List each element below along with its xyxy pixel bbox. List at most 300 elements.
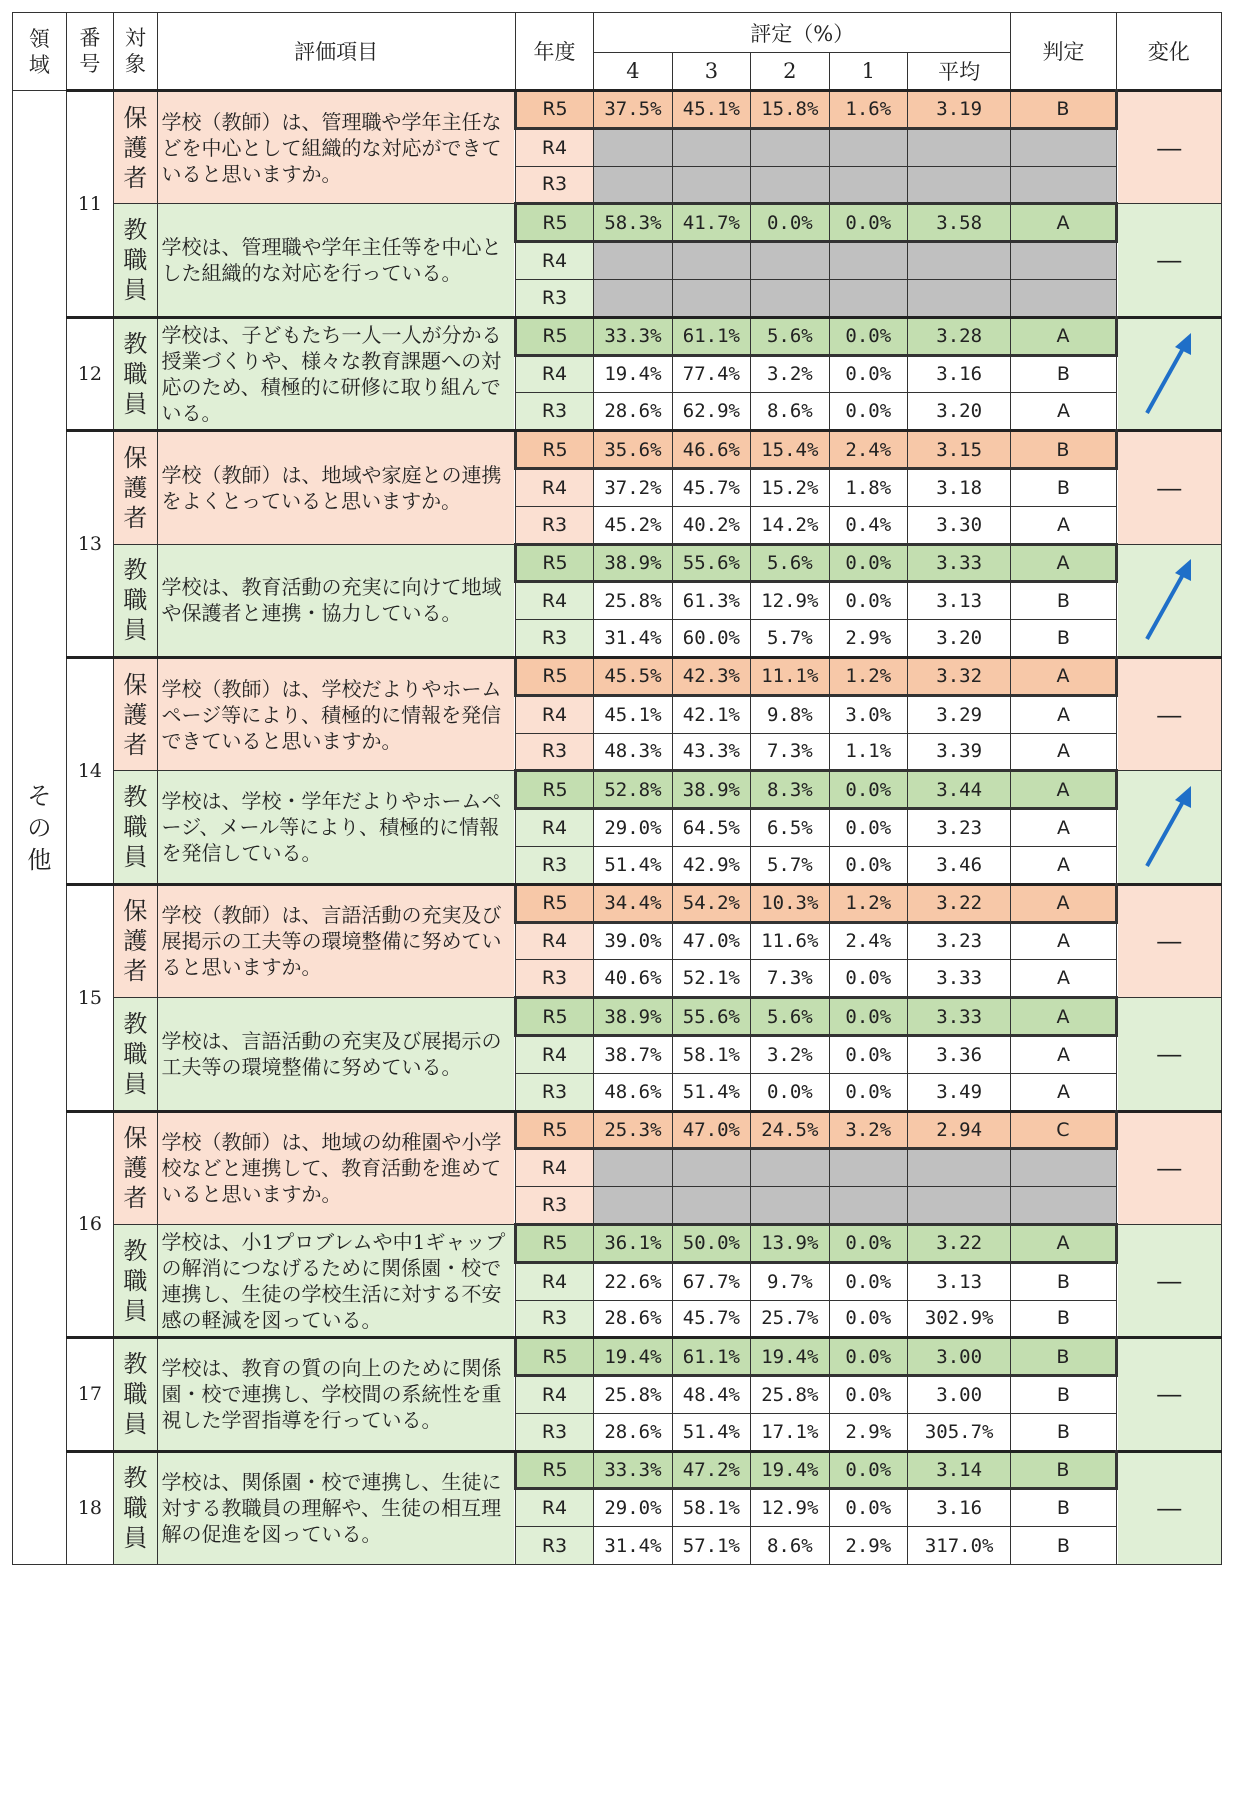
evaluation-item-text: 学校（教師）は、管理職や学年主任などを中心として組織的な対応ができていると思いますか。 <box>157 91 515 204</box>
rating-cell-1: 0.0% <box>829 1262 907 1300</box>
na-cell <box>908 128 1011 166</box>
rating-cell-3: 55.6% <box>672 544 750 582</box>
judge-cell: B <box>1011 1376 1116 1414</box>
rating-cell-1: 3.2% <box>829 1111 907 1149</box>
rating-cell-4: 25.8% <box>594 1376 672 1414</box>
rating-cell-1: 0.0% <box>829 393 907 431</box>
table-body <box>13 91 1222 1565</box>
up-arrow-icon <box>1116 317 1221 430</box>
na-cell <box>751 1187 829 1225</box>
year-cell: R3 <box>515 960 593 998</box>
target-label-text: 保護者 <box>123 897 148 986</box>
rating-cell-3: 42.9% <box>672 846 750 884</box>
rating-cell-2: 15.8% <box>751 91 829 129</box>
table-row <box>13 1338 1222 1376</box>
rating-cell-1: 0.0% <box>829 1073 907 1111</box>
na-cell <box>594 279 672 317</box>
average-cell: 317.0% <box>908 1527 1011 1565</box>
rating-cell-2: 19.4% <box>751 1338 829 1376</box>
judge-cell: B <box>1011 1300 1116 1338</box>
na-cell <box>1011 166 1116 204</box>
target-label <box>114 1111 157 1224</box>
average-cell: 3.39 <box>908 733 1011 771</box>
table-row <box>13 771 1222 809</box>
year-cell: R3 <box>515 620 593 658</box>
na-cell <box>594 242 672 280</box>
year-cell: R3 <box>515 166 593 204</box>
year-cell: R5 <box>515 771 593 809</box>
rating-cell-3: 51.4% <box>672 1073 750 1111</box>
judge-cell: B <box>1011 1338 1116 1376</box>
rating-cell-4: 22.6% <box>594 1262 672 1300</box>
target-label-text: 教職員 <box>123 556 148 645</box>
rating-cell-1: 0.0% <box>829 1489 907 1527</box>
target-label <box>114 204 157 317</box>
rating-cell-2: 25.7% <box>751 1300 829 1338</box>
rating-cell-2: 25.8% <box>751 1376 829 1414</box>
rating-cell-2: 15.4% <box>751 431 829 469</box>
header-col-avg: 平均 <box>908 53 1011 91</box>
change-dash: ― <box>1116 884 1221 997</box>
year-cell: R4 <box>515 242 593 280</box>
na-cell <box>829 242 907 280</box>
rating-cell-2: 6.5% <box>751 809 829 847</box>
rating-cell-2: 14.2% <box>751 506 829 544</box>
judge-cell: B <box>1011 91 1116 129</box>
rating-cell-1: 0.0% <box>829 204 907 242</box>
average-cell: 3.23 <box>908 922 1011 960</box>
year-cell: R3 <box>515 733 593 771</box>
rating-cell-3: 40.2% <box>672 506 750 544</box>
domain-label <box>13 91 67 1565</box>
rating-cell-1: 0.0% <box>829 355 907 393</box>
table-row <box>13 317 1222 355</box>
target-label <box>114 884 157 997</box>
up-arrow-icon <box>1116 544 1221 657</box>
judge-cell: B <box>1011 1451 1116 1489</box>
average-cell: 3.36 <box>908 1035 1011 1073</box>
rating-cell-1: 3.0% <box>829 695 907 733</box>
rating-cell-4: 19.4% <box>594 1338 672 1376</box>
judge-cell: B <box>1011 1489 1116 1527</box>
year-cell: R3 <box>515 1527 593 1565</box>
rating-cell-1: 0.0% <box>829 846 907 884</box>
rating-cell-2: 12.9% <box>751 1489 829 1527</box>
item-number: 13 <box>66 431 113 658</box>
rating-cell-3: 52.1% <box>672 960 750 998</box>
year-cell: R3 <box>515 1187 593 1225</box>
year-cell: R3 <box>515 393 593 431</box>
rating-cell-3: 46.6% <box>672 431 750 469</box>
change-dash: ― <box>1116 998 1221 1111</box>
rating-cell-3: 61.3% <box>672 582 750 620</box>
rating-cell-1: 1.2% <box>829 884 907 922</box>
target-label-text: 保護者 <box>123 103 148 192</box>
judge-cell: A <box>1011 393 1116 431</box>
header-col-1: 1 <box>829 53 907 91</box>
na-cell <box>751 128 829 166</box>
rating-cell-4: 58.3% <box>594 204 672 242</box>
average-cell: 3.22 <box>908 1224 1011 1262</box>
rating-cell-4: 25.8% <box>594 582 672 620</box>
na-cell <box>1011 1187 1116 1225</box>
rating-cell-1: 0.0% <box>829 317 907 355</box>
average-cell: 3.28 <box>908 317 1011 355</box>
na-cell <box>672 128 750 166</box>
item-number: 17 <box>66 1338 113 1451</box>
na-cell <box>594 1149 672 1187</box>
rating-cell-2: 9.7% <box>751 1262 829 1300</box>
rating-cell-2: 11.1% <box>751 657 829 695</box>
rating-cell-1: 0.4% <box>829 506 907 544</box>
rating-cell-1: 2.4% <box>829 431 907 469</box>
rating-cell-2: 8.6% <box>751 393 829 431</box>
judge-cell: B <box>1011 468 1116 506</box>
na-cell <box>829 279 907 317</box>
judge-cell: A <box>1011 922 1116 960</box>
rating-cell-4: 33.3% <box>594 317 672 355</box>
rating-cell-3: 64.5% <box>672 809 750 847</box>
rating-cell-1: 0.0% <box>829 1035 907 1073</box>
evaluation-item-text: 学校は、小1プロブレムや中1ギャップの解消につなげるために関係園・校で連携し、生徒の学校生活に対する不安感の軽減を図っている。 <box>157 1224 515 1337</box>
average-cell: 3.20 <box>908 393 1011 431</box>
average-cell: 3.33 <box>908 960 1011 998</box>
rating-cell-1: 0.0% <box>829 1224 907 1262</box>
year-cell: R4 <box>515 1376 593 1414</box>
rating-cell-4: 28.6% <box>594 1413 672 1451</box>
rating-cell-4: 52.8% <box>594 771 672 809</box>
item-number: 18 <box>66 1451 113 1564</box>
rating-cell-2: 11.6% <box>751 922 829 960</box>
year-cell: R4 <box>515 582 593 620</box>
judge-cell: A <box>1011 733 1116 771</box>
rating-cell-2: 13.9% <box>751 1224 829 1262</box>
rating-cell-4: 29.0% <box>594 1489 672 1527</box>
header-col-2: 2 <box>751 53 829 91</box>
rating-cell-3: 67.7% <box>672 1262 750 1300</box>
year-cell: R4 <box>515 695 593 733</box>
evaluation-item-text: 学校は、関係園・校で連携し、生徒に対する教職員の理解や、生徒の相互理解の促進を図っている。 <box>157 1451 515 1564</box>
rating-cell-4: 35.6% <box>594 431 672 469</box>
na-cell <box>829 1149 907 1187</box>
year-cell: R5 <box>515 1111 593 1149</box>
rating-cell-4: 48.6% <box>594 1073 672 1111</box>
table-row <box>13 657 1222 695</box>
average-cell: 3.33 <box>908 998 1011 1036</box>
rating-cell-4: 45.2% <box>594 506 672 544</box>
rating-cell-1: 0.0% <box>829 1376 907 1414</box>
change-dash: ― <box>1116 91 1221 204</box>
na-cell <box>594 166 672 204</box>
item-number: 14 <box>66 657 113 884</box>
item-number: 16 <box>66 1111 113 1338</box>
rating-cell-2: 7.3% <box>751 733 829 771</box>
target-label <box>114 771 157 884</box>
judge-cell: A <box>1011 960 1116 998</box>
rating-cell-4: 45.1% <box>594 695 672 733</box>
rating-cell-2: 17.1% <box>751 1413 829 1451</box>
average-cell: 2.94 <box>908 1111 1011 1149</box>
rating-cell-2: 5.6% <box>751 317 829 355</box>
year-cell: R5 <box>515 998 593 1036</box>
rating-cell-4: 38.9% <box>594 998 672 1036</box>
judge-cell: A <box>1011 846 1116 884</box>
item-number: 11 <box>66 91 113 318</box>
year-cell: R5 <box>515 884 593 922</box>
average-cell: 3.19 <box>908 91 1011 129</box>
year-cell: R5 <box>515 317 593 355</box>
rating-cell-2: 0.0% <box>751 204 829 242</box>
rating-cell-3: 60.0% <box>672 620 750 658</box>
year-cell: R5 <box>515 544 593 582</box>
rating-cell-4: 25.3% <box>594 1111 672 1149</box>
na-cell <box>1011 1149 1116 1187</box>
target-label-text: 教職員 <box>123 1464 148 1553</box>
na-cell <box>751 242 829 280</box>
table-row <box>13 884 1222 922</box>
rating-cell-3: 47.0% <box>672 922 750 960</box>
average-cell: 3.14 <box>908 1451 1011 1489</box>
rating-cell-4: 39.0% <box>594 922 672 960</box>
target-label <box>114 317 157 430</box>
rating-cell-3: 50.0% <box>672 1224 750 1262</box>
rating-cell-1: 0.0% <box>829 960 907 998</box>
rating-cell-4: 48.3% <box>594 733 672 771</box>
rating-cell-4: 31.4% <box>594 1527 672 1565</box>
item-number: 12 <box>66 317 113 430</box>
judge-cell: B <box>1011 582 1116 620</box>
year-cell: R4 <box>515 1035 593 1073</box>
target-label <box>114 657 157 770</box>
rating-cell-1: 0.0% <box>829 1338 907 1376</box>
judge-cell: A <box>1011 1073 1116 1111</box>
rating-cell-1: 1.6% <box>829 91 907 129</box>
rating-cell-4: 37.2% <box>594 468 672 506</box>
change-dash: ― <box>1116 1111 1221 1224</box>
target-label <box>114 91 157 204</box>
rating-cell-3: 61.1% <box>672 317 750 355</box>
na-cell <box>751 279 829 317</box>
judge-cell: A <box>1011 695 1116 733</box>
average-cell: 302.9% <box>908 1300 1011 1338</box>
table-row <box>13 544 1222 582</box>
year-cell: R3 <box>515 1413 593 1451</box>
rating-cell-4: 38.9% <box>594 544 672 582</box>
rating-cell-1: 0.0% <box>829 771 907 809</box>
rating-cell-4: 19.4% <box>594 355 672 393</box>
rating-cell-4: 37.5% <box>594 91 672 129</box>
rating-cell-4: 36.1% <box>594 1224 672 1262</box>
evaluation-item-text: 学校（教師）は、地域や家庭との連携をよくとっていると思いますか。 <box>157 431 515 544</box>
judge-cell: A <box>1011 771 1116 809</box>
na-cell <box>672 1187 750 1225</box>
rating-cell-3: 54.2% <box>672 884 750 922</box>
rating-cell-3: 58.1% <box>672 1035 750 1073</box>
target-label <box>114 998 157 1111</box>
target-label-text: 保護者 <box>123 670 148 759</box>
table-row <box>13 1451 1222 1489</box>
evaluation-item-text: 学校は、教育活動の充実に向けて地域や保護者と連携・協力している。 <box>157 544 515 657</box>
na-cell <box>672 1149 750 1187</box>
judge-cell: B <box>1011 1262 1116 1300</box>
average-cell: 3.58 <box>908 204 1011 242</box>
change-dash: ― <box>1116 431 1221 544</box>
average-cell: 3.16 <box>908 1489 1011 1527</box>
year-cell: R3 <box>515 1300 593 1338</box>
rating-cell-2: 0.0% <box>751 1073 829 1111</box>
change-dash: ― <box>1116 1224 1221 1337</box>
year-cell: R3 <box>515 279 593 317</box>
judge-cell: B <box>1011 1413 1116 1451</box>
year-cell: R4 <box>515 1262 593 1300</box>
na-cell <box>829 166 907 204</box>
rating-cell-3: 45.7% <box>672 468 750 506</box>
rating-cell-1: 0.0% <box>829 998 907 1036</box>
year-cell: R4 <box>515 1149 593 1187</box>
na-cell <box>1011 279 1116 317</box>
average-cell: 3.15 <box>908 431 1011 469</box>
table-row <box>13 1224 1222 1262</box>
na-cell <box>594 1187 672 1225</box>
average-cell: 3.13 <box>908 582 1011 620</box>
rating-cell-1: 0.0% <box>829 1451 907 1489</box>
average-cell: 3.22 <box>908 884 1011 922</box>
year-cell: R4 <box>515 809 593 847</box>
rating-cell-1: 2.4% <box>829 922 907 960</box>
table-row <box>13 204 1222 242</box>
year-cell: R5 <box>515 431 593 469</box>
rating-cell-2: 3.2% <box>751 355 829 393</box>
rating-cell-2: 10.3% <box>751 884 829 922</box>
na-cell <box>1011 128 1116 166</box>
rating-cell-3: 55.6% <box>672 998 750 1036</box>
year-cell: R4 <box>515 1489 593 1527</box>
header-item: 評価項目 <box>157 13 515 91</box>
rating-cell-4: 31.4% <box>594 620 672 658</box>
rating-cell-3: 57.1% <box>672 1527 750 1565</box>
rating-cell-1: 1.1% <box>829 733 907 771</box>
rating-cell-4: 33.3% <box>594 1451 672 1489</box>
rating-cell-4: 29.0% <box>594 809 672 847</box>
target-label-text: 教職員 <box>123 783 148 872</box>
table-row <box>13 998 1222 1036</box>
evaluation-item-text: 学校は、子どもたち一人一人が分かる授業づくりや、様々な教育課題への対応のため、積極的に研修に取り組んでいる。 <box>157 317 515 430</box>
change-dash: ― <box>1116 204 1221 317</box>
judge-cell: A <box>1011 884 1116 922</box>
target-label <box>114 1224 157 1337</box>
rating-cell-3: 62.9% <box>672 393 750 431</box>
rating-cell-2: 5.7% <box>751 620 829 658</box>
rating-cell-3: 47.2% <box>672 1451 750 1489</box>
header-domain: 領域 <box>13 13 67 91</box>
average-cell: 3.13 <box>908 1262 1011 1300</box>
average-cell: 3.32 <box>908 657 1011 695</box>
evaluation-item-text: 学校は、学校・学年だよりやホームページ、メール等により、積極的に情報を発信している。 <box>157 771 515 884</box>
judge-cell: A <box>1011 317 1116 355</box>
header-number: 番号 <box>66 13 113 91</box>
rating-cell-2: 5.6% <box>751 998 829 1036</box>
header-target: 対象 <box>114 13 157 91</box>
target-label-text: 教職員 <box>123 329 148 418</box>
domain-label-text: その他 <box>27 781 52 874</box>
na-cell <box>751 166 829 204</box>
rating-cell-3: 45.7% <box>672 1300 750 1338</box>
table-row <box>13 431 1222 469</box>
rating-cell-2: 3.2% <box>751 1035 829 1073</box>
change-dash: ― <box>1116 1451 1221 1564</box>
header-judge: 判定 <box>1011 13 1116 91</box>
judge-cell: A <box>1011 657 1116 695</box>
rating-cell-3: 42.1% <box>672 695 750 733</box>
rating-cell-2: 15.2% <box>751 468 829 506</box>
rating-cell-2: 9.8% <box>751 695 829 733</box>
year-cell: R4 <box>515 128 593 166</box>
judge-cell: A <box>1011 1224 1116 1262</box>
average-cell: 3.30 <box>908 506 1011 544</box>
year-cell: R5 <box>515 1451 593 1489</box>
rating-cell-2: 19.4% <box>751 1451 829 1489</box>
average-cell: 3.16 <box>908 355 1011 393</box>
evaluation-item-text: 学校（教師）は、言語活動の充実及び展掲示の工夫等の環境整備に努めていると思いますか。 <box>157 884 515 997</box>
target-label-text: 保護者 <box>123 443 148 532</box>
average-cell: 3.00 <box>908 1376 1011 1414</box>
target-label <box>114 1338 157 1451</box>
judge-cell: A <box>1011 544 1116 582</box>
rating-cell-1: 2.9% <box>829 620 907 658</box>
rating-cell-2: 12.9% <box>751 582 829 620</box>
rating-cell-1: 2.9% <box>829 1413 907 1451</box>
na-cell <box>829 128 907 166</box>
rating-cell-3: 42.3% <box>672 657 750 695</box>
target-label <box>114 544 157 657</box>
rating-cell-1: 1.8% <box>829 468 907 506</box>
average-cell: 3.00 <box>908 1338 1011 1376</box>
rating-cell-3: 38.9% <box>672 771 750 809</box>
rating-cell-4: 40.6% <box>594 960 672 998</box>
rating-cell-2: 8.3% <box>751 771 829 809</box>
header-col-3: 3 <box>672 53 750 91</box>
rating-cell-4: 28.6% <box>594 393 672 431</box>
na-cell <box>1011 242 1116 280</box>
na-cell <box>908 1187 1011 1225</box>
evaluation-item-text: 学校は、管理職や学年主任等を中心とした組織的な対応を行っている。 <box>157 204 515 317</box>
evaluation-item-text: 学校は、教育の質の向上のために関係園・校で連携し、学校間の系統性を重視した学習指導を行っている。 <box>157 1338 515 1451</box>
rating-cell-1: 0.0% <box>829 582 907 620</box>
average-cell: 3.49 <box>908 1073 1011 1111</box>
year-cell: R5 <box>515 1224 593 1262</box>
rating-cell-2: 24.5% <box>751 1111 829 1149</box>
judge-cell: B <box>1011 620 1116 658</box>
judge-cell: A <box>1011 1035 1116 1073</box>
judge-cell: A <box>1011 506 1116 544</box>
rating-cell-3: 77.4% <box>672 355 750 393</box>
na-cell <box>908 242 1011 280</box>
rating-cell-3: 41.7% <box>672 204 750 242</box>
average-cell: 3.33 <box>908 544 1011 582</box>
rating-cell-4: 34.4% <box>594 884 672 922</box>
na-cell <box>672 279 750 317</box>
judge-cell: A <box>1011 809 1116 847</box>
na-cell <box>908 1149 1011 1187</box>
average-cell: 3.44 <box>908 771 1011 809</box>
item-number: 15 <box>66 884 113 1111</box>
judge-cell: A <box>1011 204 1116 242</box>
average-cell: 3.20 <box>908 620 1011 658</box>
rating-cell-3: 45.1% <box>672 91 750 129</box>
rating-cell-2: 5.7% <box>751 846 829 884</box>
header-rating: 評定（%） <box>594 13 1011 53</box>
year-cell: R4 <box>515 355 593 393</box>
